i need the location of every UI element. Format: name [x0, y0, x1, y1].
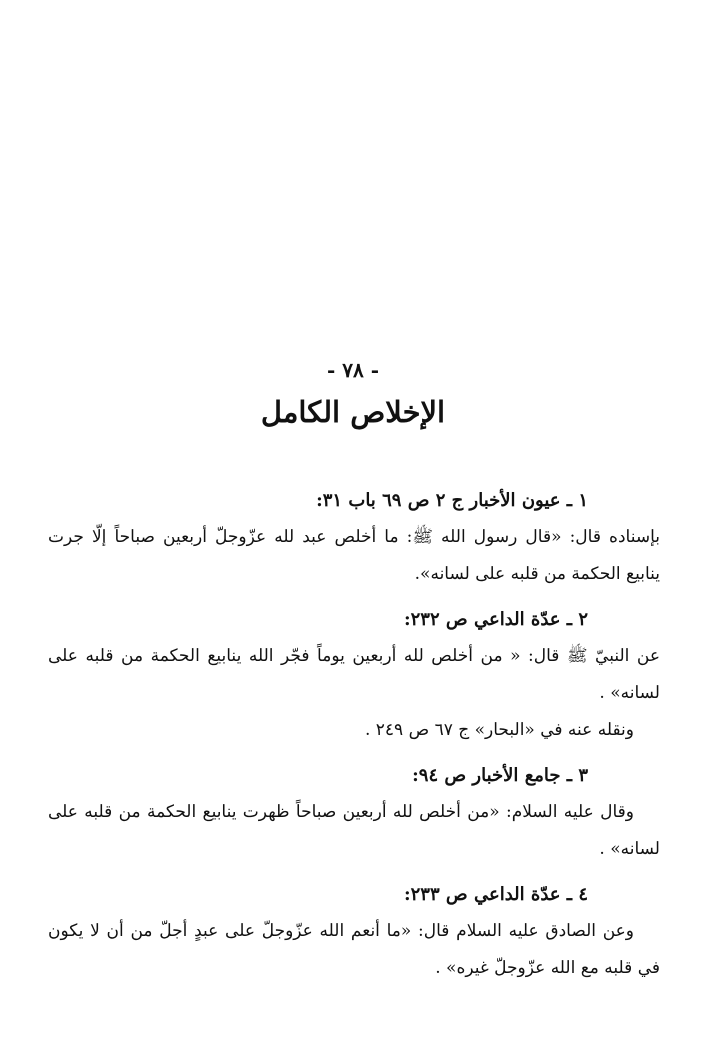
- reference-note: ونقله عنه في «البحار» ج ٦٧ ص ٢٤٩ .: [364, 720, 634, 740]
- source-heading: ٣ ـ جامع الأخبار ص ٩٤:: [412, 765, 588, 786]
- source-heading: ٢ ـ عدّة الداعي ص ٢٣٢:: [403, 609, 588, 630]
- hadith-text: عن النبيّ ﷺ قال: « من أخلص لله أربعين يوماً فجّر الله ينابيع الحكمة من قلبه على لسانه» .: [48, 646, 660, 703]
- chapter-number: - ٧٨ -: [326, 358, 379, 382]
- hadith-entry-3: [48, 757, 660, 868]
- hadith-text: بإسناده قال: «قال رسول الله ﷺ: ما أخلص عبد لله عزّوجلّ أربعين صباحاً إلّا جرت ينابيع الحكمة من قلبه على لسانه».: [48, 527, 660, 584]
- hadith-list: [48, 482, 660, 987]
- hadith-entry-4: [48, 876, 660, 987]
- hadith-text: وقال عليه السلام: «من أخلص لله أربعين صباحاً ظهرت ينابيع الحكمة من قلبه على لسانه» .: [48, 802, 660, 859]
- source-heading: ١ ـ عيون الأخبار ج ٢ ص ٦٩ باب ٣١:: [316, 490, 588, 511]
- hadith-text: وعن الصادق عليه السلام قال: «ما أنعم الله عزّوجلّ على عبدٍ أجلّ من أن لا يكون في قلبه مع الله عزّوجلّ غيره» .: [48, 921, 660, 978]
- hadith-entry-1: [48, 482, 660, 593]
- hadith-entry-2: [48, 601, 660, 749]
- source-heading: ٤ ـ عدّة الداعي ص ٢٣٣:: [403, 884, 588, 905]
- chapter-title: الإخلاص الكامل: [260, 395, 446, 429]
